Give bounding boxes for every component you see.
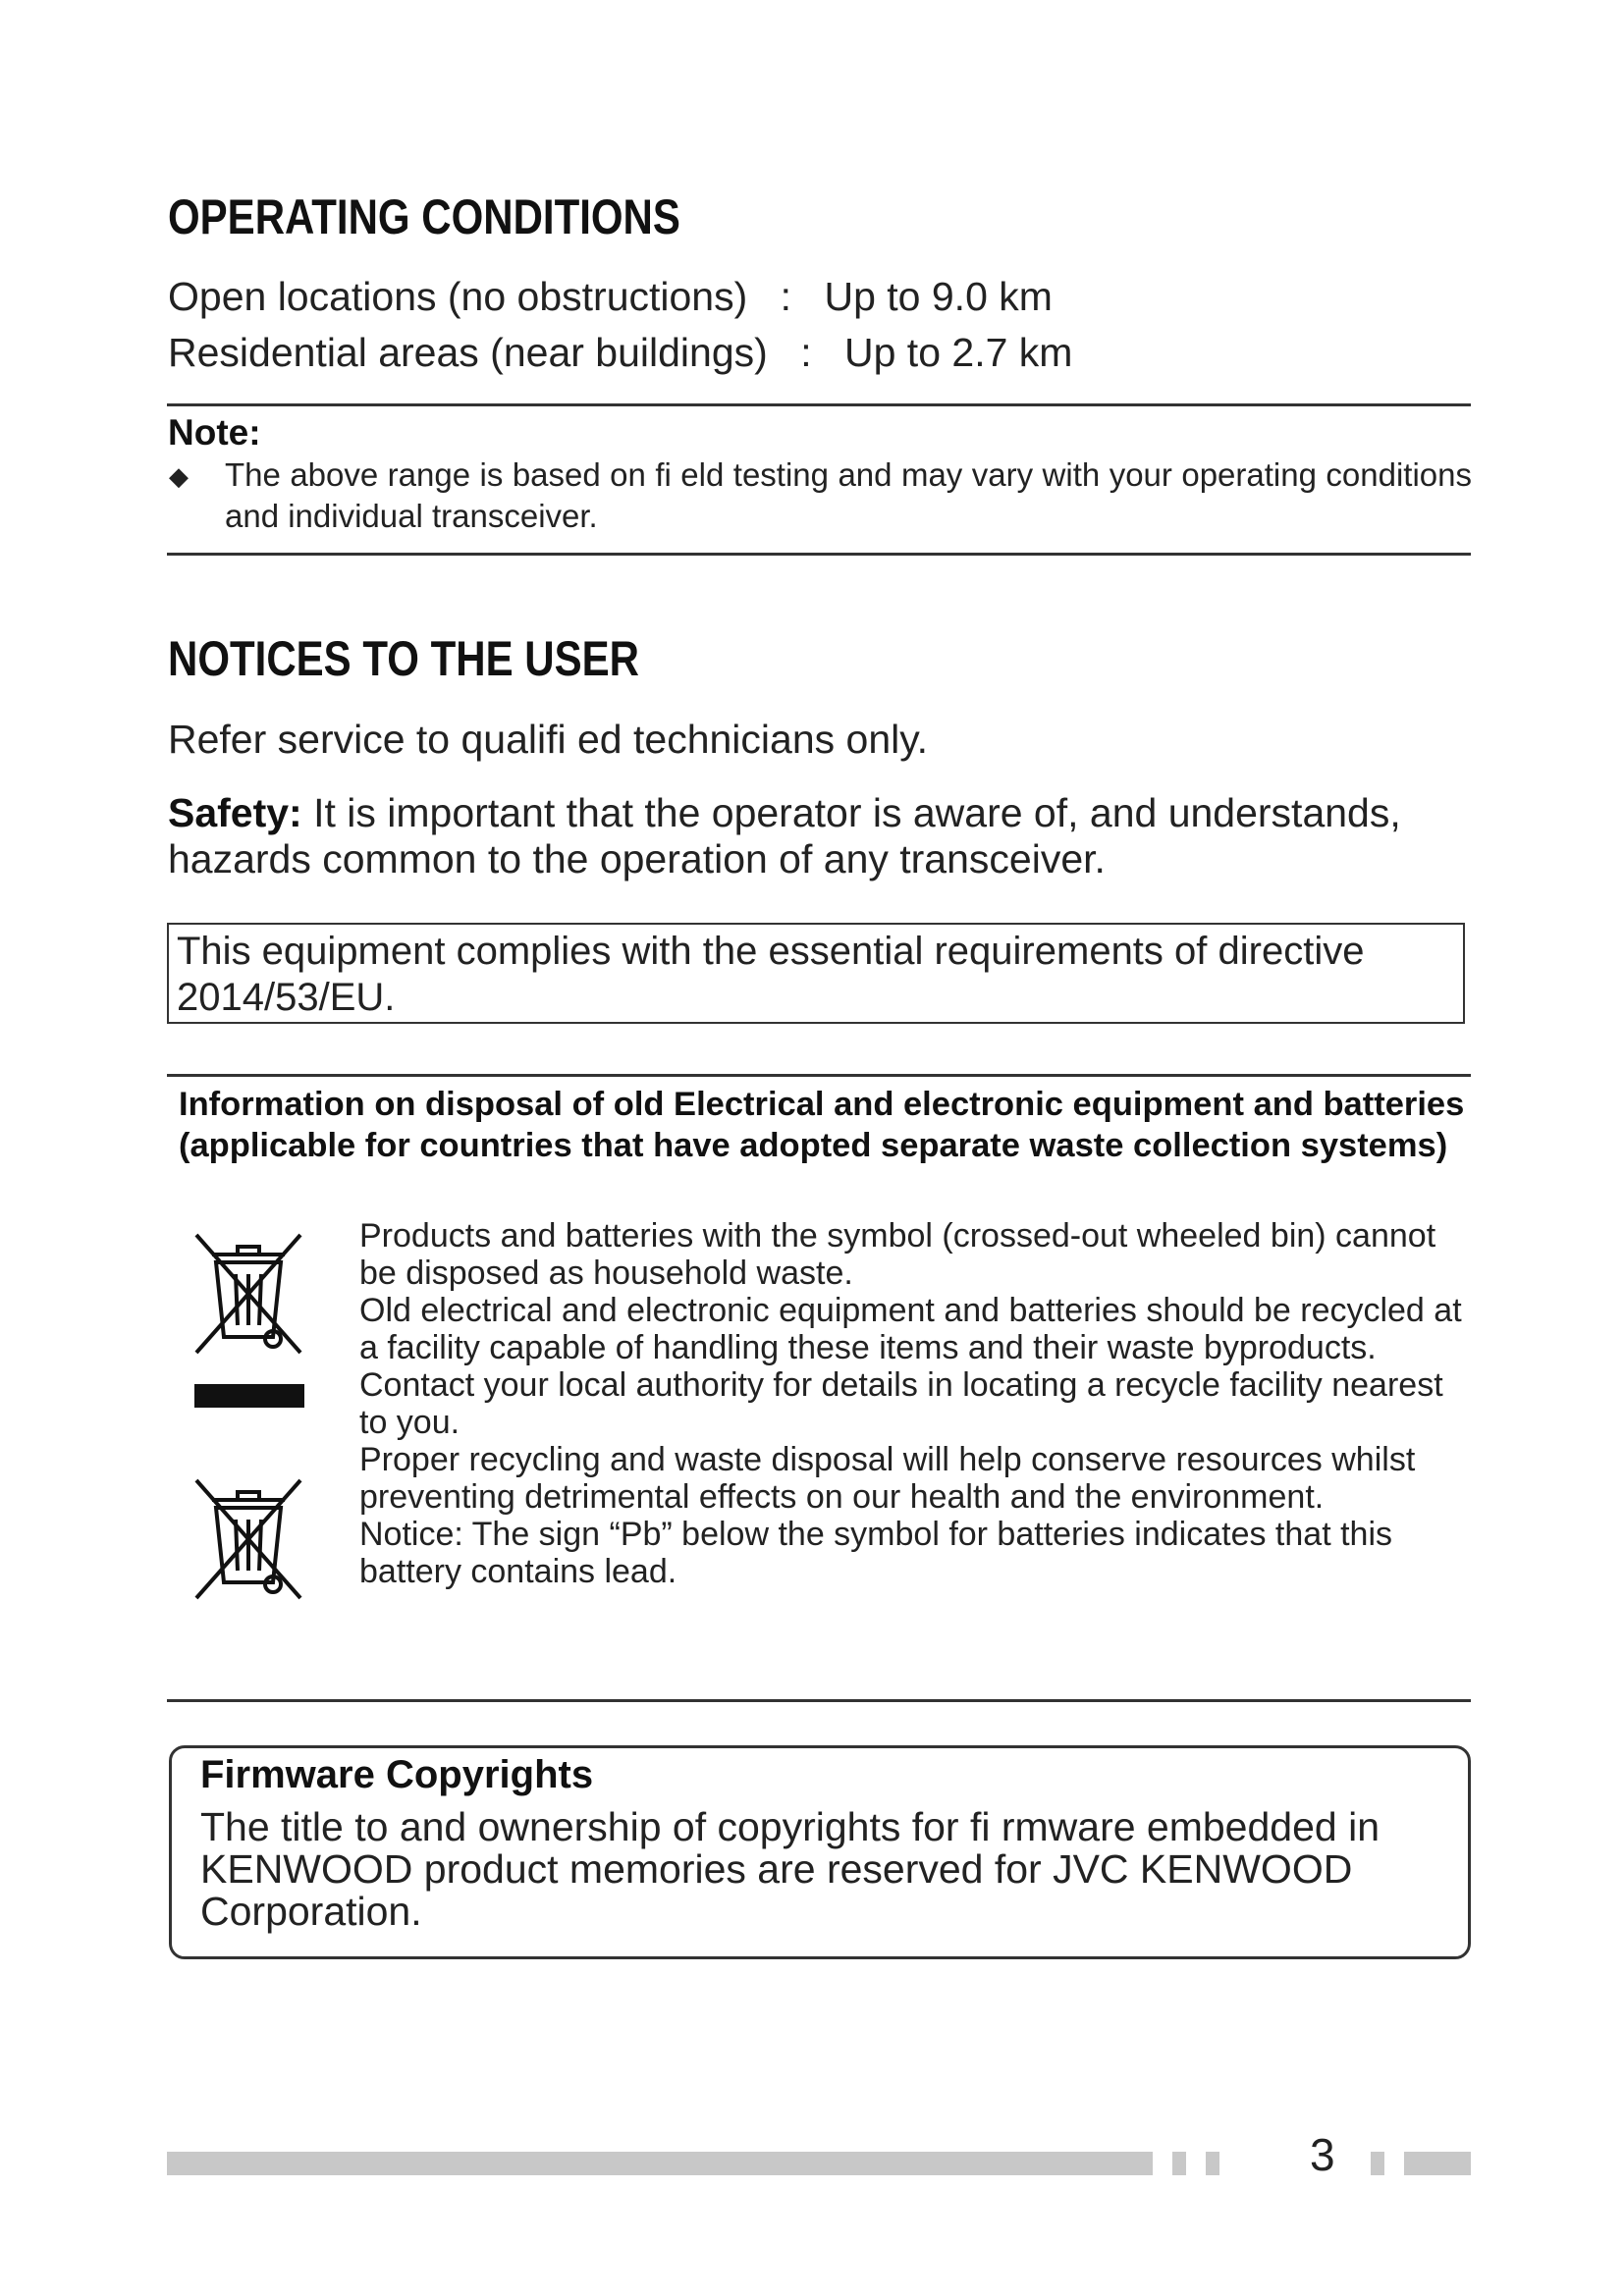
- disposal-title: Information on disposal of old Electrical and electronic equipment and batteries (applicable for countries that have adopted separate waste collection systems): [179, 1086, 1465, 1164]
- firmware-title: Firmware Copyrights: [200, 1753, 594, 1796]
- range-row-open-locations: [168, 274, 1053, 320]
- disposal-paragraph: Products and batteries with the symbol (crossed-out wheeled bin) cannot be disposed as household waste.: [359, 1217, 1436, 1292]
- disposal-top-rule: [167, 1074, 1471, 1077]
- note-title: Note:: [168, 412, 261, 453]
- safety-label: Safety:: [168, 790, 302, 835]
- note-top-rule: [167, 403, 1471, 406]
- range-row-residential: [168, 330, 1072, 376]
- eu-compliance-box: This equipment complies with the essential requirements of directive 2014/53/EU.: [167, 923, 1465, 1024]
- note-text: The above range is based on fi eld testing and may vary with your operating conditions and individual transceiver.: [225, 456, 1472, 534]
- footer-bar-left: [167, 2152, 1153, 2175]
- safety-text: It is important that the operator is aware of, and understands, hazards common to the operation of any transceiver.: [168, 790, 1401, 881]
- disposal-bottom-rule: [167, 1699, 1471, 1702]
- footer-bar-segment: [1206, 2152, 1219, 2175]
- safety-notice: [168, 790, 1474, 882]
- firmware-text: The title to and ownership of copyrights for fi rmware embedded in KENWOOD product memories are reserved for JVC KENWOOD Corporation.: [200, 1804, 1380, 1934]
- page-number: 3: [1310, 2129, 1335, 2180]
- footer-bar-segment: [1371, 2152, 1384, 2175]
- range-label: Residential areas (near buildings): [168, 330, 768, 375]
- range-label: Open locations (no obstructions): [168, 274, 748, 319]
- disposal-paragraph: Old electrical and electronic equipment and batteries should be recycled at a facility capable of handling these items and their waste byproducts.: [359, 1292, 1462, 1366]
- range-value: Up to 2.7 km: [844, 330, 1073, 375]
- crossed-out-wheeled-bin-icon: [187, 1227, 310, 1360]
- disposal-paragraph: Proper recycling and waste disposal will help conserve resources whilst preventing detrimental effects on our health and the environment.: [359, 1441, 1416, 1516]
- notices-heading: NOTICES TO THE USER: [168, 631, 639, 686]
- diamond-bullet-icon: ◆: [169, 461, 189, 491]
- disposal-paragraph: Notice: The sign “Pb” below the symbol for batteries indicates that this battery contains lead.: [359, 1516, 1392, 1590]
- operating-conditions-heading: OPERATING CONDITIONS: [168, 189, 680, 244]
- footer-bar-segment: [1172, 2152, 1186, 2175]
- disposal-body: [359, 1217, 1474, 1590]
- range-value: Up to 9.0 km: [824, 274, 1053, 319]
- footer-bar-right: [1404, 2152, 1471, 2175]
- range-separator: :: [800, 330, 812, 375]
- crossed-out-wheeled-bin-icon: [187, 1472, 310, 1605]
- note-bottom-rule: [167, 553, 1471, 556]
- range-separator: :: [780, 274, 792, 319]
- separate-collection-bar: [194, 1384, 304, 1408]
- service-notice: Refer service to qualifi ed technicians only.: [168, 717, 929, 762]
- disposal-paragraph: Contact your local authority for details in locating a recycle facility nearest to you.: [359, 1366, 1443, 1441]
